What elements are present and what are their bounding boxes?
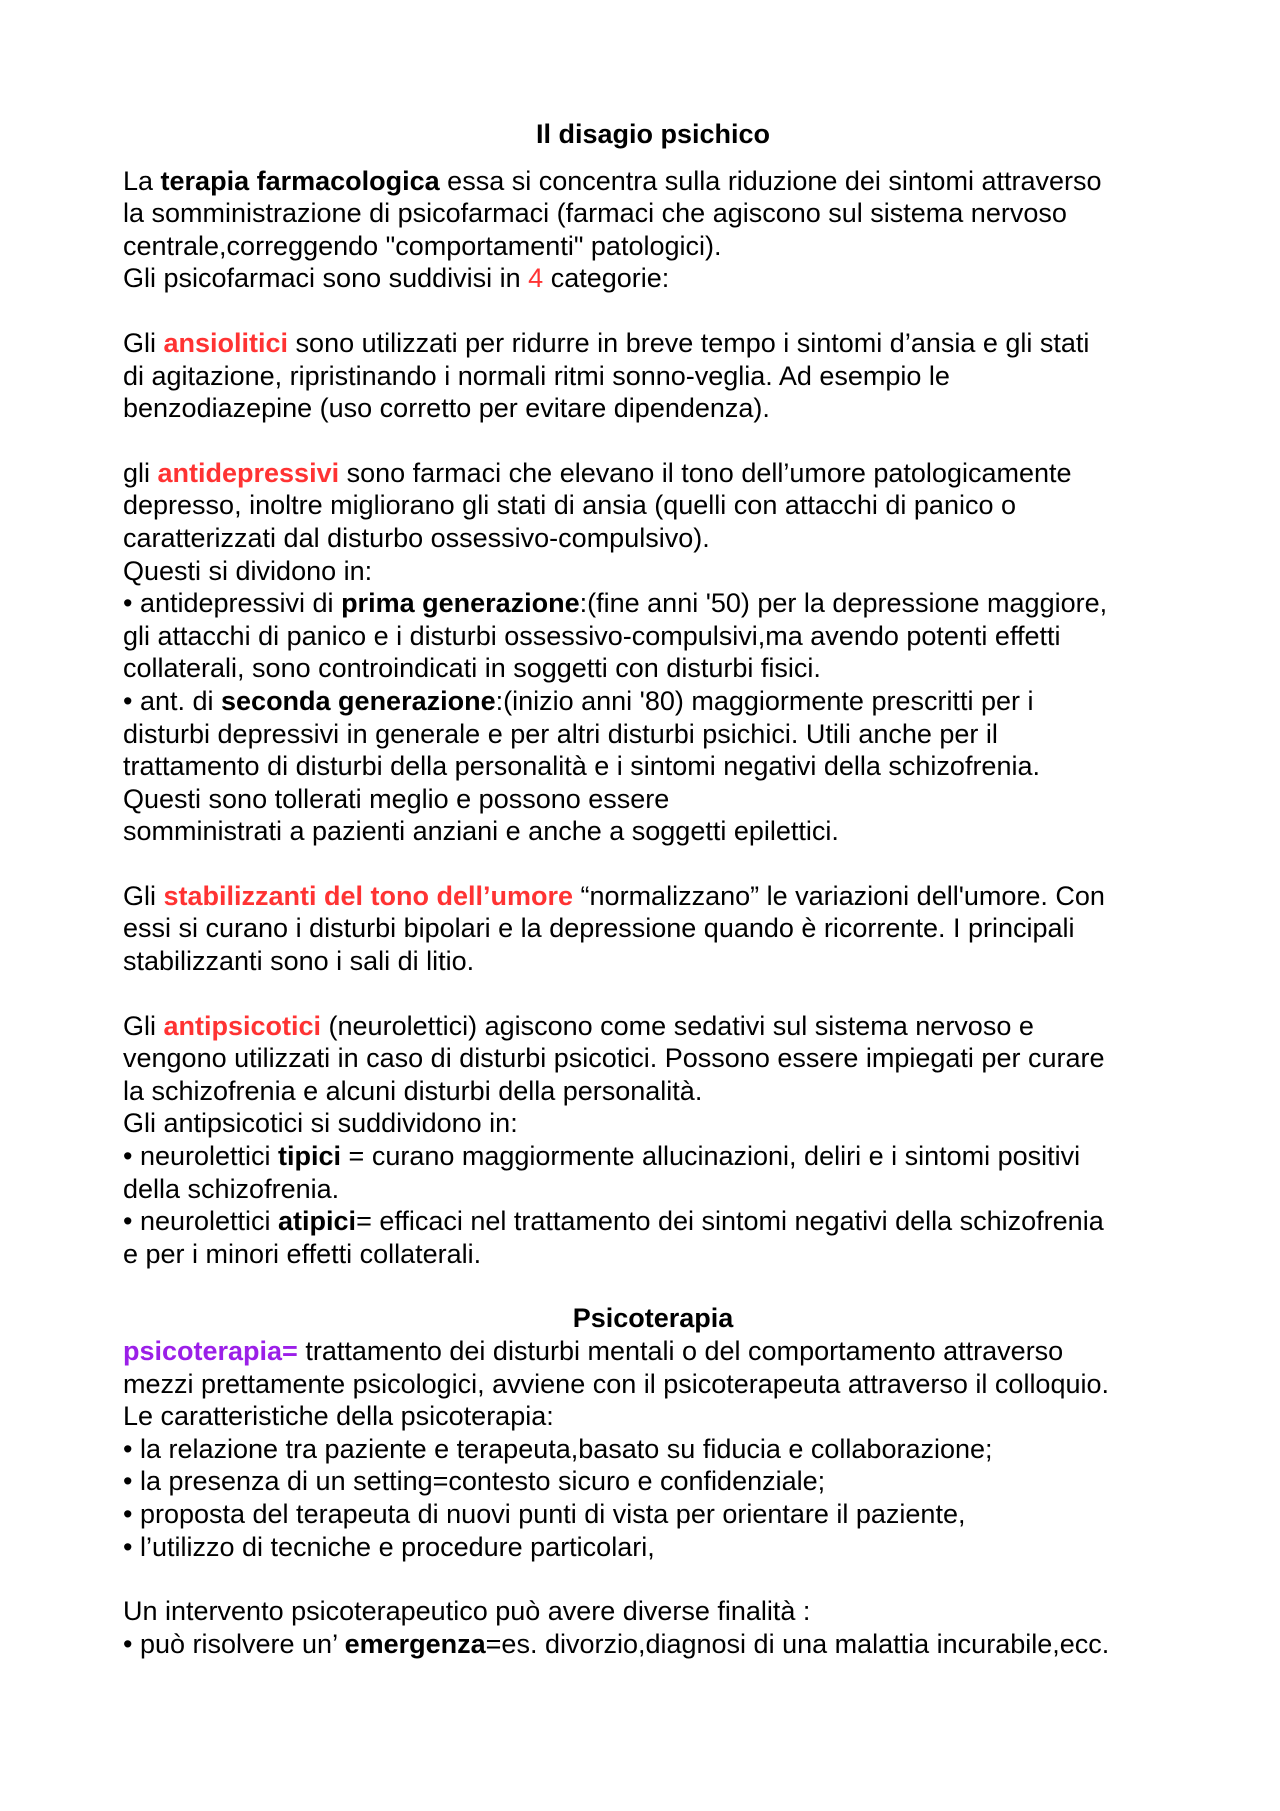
text: essa si concentra sulla riduzione dei sintomi attraverso [439, 165, 1102, 196]
bullet-seconda-line-4: Questi sono tollerati meglio e possono essere [123, 783, 670, 814]
antipsicotici-line-4: Gli antipsicotici si suddividono in: [123, 1108, 518, 1139]
term-prima-generazione: prima generazione [341, 588, 580, 619]
term-antidepressivi: antidepressivi [157, 457, 340, 488]
text: :(fine anni '50) per la depressione maggiore, [579, 588, 1108, 619]
antidepressivi-line-1 [123, 457, 1183, 490]
bullet-prima-line-3: collaterali, sono controindicati in soggetti con disturbi fisici. [123, 653, 821, 684]
antidepressivi-line-4: Questi si dividono in: [123, 555, 373, 586]
finalita-line-1: Un intervento psicoterapeutico può avere diverse finalità : [123, 1596, 811, 1627]
bullet-prima-generazione [123, 587, 1183, 620]
psicoterapia-line-3: Le caratteristiche della psicoterapia: [123, 1401, 554, 1432]
term-emergenza: emergenza [344, 1628, 486, 1659]
term-seconda-generazione: seconda generazione [221, 685, 496, 716]
antidepressivi-line-3: caratterizzati dal disturbo ossessivo-compulsivo). [123, 522, 710, 553]
text: sono farmaci che elevano il tono dell’umore patologicamente [339, 457, 1072, 488]
term-atipici: atipici [278, 1206, 357, 1237]
text: Gli [123, 880, 164, 911]
term-tipici: tipici [278, 1141, 342, 1172]
list-item: • proposta del terapeuta di nuovi punti di vista per orientare il paziente, [123, 1498, 966, 1529]
stabilizzanti-line-1 [123, 880, 1183, 913]
antipsicotici-line-2: vengono utilizzati in caso di disturbi psicotici. Possono essere impiegati per curare [123, 1043, 1105, 1074]
section-heading-psicoterapia: Psicoterapia [572, 1303, 734, 1334]
document-page [123, 118, 1183, 1660]
term-stabilizzanti: stabilizzanti del tono dell’umore [163, 880, 574, 911]
term-psicoterapia: psicoterapia= [123, 1336, 298, 1366]
category-count: 4 [528, 263, 544, 294]
list-item: • la relazione tra paziente e terapeuta,basato su fiducia e collaborazione; [123, 1433, 993, 1464]
text: • neurolettici [123, 1141, 279, 1172]
intro-line-1 [123, 165, 1183, 198]
bullet-atipici [123, 1205, 1183, 1238]
stabilizzanti-paragraph [123, 880, 1183, 978]
text: = efficaci nel trattamento dei sintomi negativi della schizofrenia [356, 1206, 1104, 1237]
text: Gli [123, 1010, 164, 1041]
bullet-atipici-line-2: e per i minori effetti collaterali. [123, 1238, 482, 1269]
bullet-tipici-line-2: della schizofrenia. [123, 1173, 340, 1204]
ansiolitici-paragraph [123, 327, 1183, 425]
finalita-paragraph [123, 1595, 1183, 1660]
page-title: Il disagio psichico [535, 119, 771, 149]
term-antipsicotici: antipsicotici [163, 1010, 322, 1041]
bullet-emergenza [123, 1628, 1183, 1661]
intro-paragraph [123, 165, 1183, 295]
text: (neurolettici) agiscono come sedativi sul sistema nervoso e [321, 1010, 1034, 1041]
text: Gli [123, 327, 164, 358]
bullet-seconda-line-5: somministrati a pazienti anziani e anche a soggetti epilettici. [123, 816, 839, 847]
text: La [123, 165, 161, 196]
ansiolitici-line-1 [123, 327, 1183, 360]
psicoterapia-section [123, 1302, 1183, 1563]
bullet-seconda-line-2: disturbi depressivi in generale e per altri disturbi psichici. Utili anche per il [123, 718, 998, 749]
intro-line-4 [123, 262, 1183, 295]
text: sono utilizzati per ridurre in breve tempo i sintomi d’ansia e gli stati [288, 327, 1090, 358]
text: trattamento dei disturbi mentali o del comportamento attraverso [297, 1336, 1064, 1366]
antipsicotici-line-1 [123, 1010, 1183, 1043]
text: “normalizzano” le variazioni dell'umore. Con [573, 880, 1105, 911]
bullet-seconda-line-3: trattamento di disturbi della personalità e i sintomi negativi della schizofrenia. [123, 751, 1040, 782]
antidepressivi-line-2: depresso, inoltre migliorano gli stati di ansia (quelli con attacchi di panico o [123, 490, 1016, 521]
text: = curano maggiormente allucinazioni, deliri e i sintomi positivi [341, 1141, 1081, 1172]
term-ansiolitici: ansiolitici [163, 327, 289, 358]
stabilizzanti-line-3: stabilizzanti sono i sali di litio. [123, 946, 475, 977]
stabilizzanti-line-2: essi si curano i disturbi bipolari e la depressione quando è ricorrente. I principali [123, 913, 1075, 944]
intro-line-2: la somministrazione di psicofarmaci (farmaci che agiscono sul sistema nervoso [123, 198, 1067, 229]
text: • può risolvere un’ [123, 1628, 345, 1659]
text: gli [123, 457, 158, 488]
text: categorie: [543, 263, 670, 294]
bullet-seconda-generazione [123, 685, 1183, 718]
text: • neurolettici [123, 1206, 279, 1237]
list-item: • la presenza di un setting=contesto sicuro e confidenziale; [123, 1466, 826, 1497]
text: • ant. di [123, 685, 222, 716]
intro-line-3: centrale,correggendo "comportamenti" patologici). [123, 230, 722, 261]
antipsicotici-line-3: la schizofrenia e alcuni disturbi della personalità. [123, 1075, 703, 1106]
antidepressivi-paragraph [123, 457, 1183, 848]
antipsicotici-paragraph [123, 1010, 1183, 1271]
list-item: • l’utilizzo di tecniche e procedure particolari, [123, 1531, 655, 1562]
bullet-prima-line-2: gli attacchi di panico e i disturbi ossessivo-compulsivi,ma avendo potenti effetti [123, 620, 1061, 651]
text: =es. divorzio,diagnosi di una malattia incurabile,ecc. [485, 1628, 1110, 1659]
psicoterapia-line-2: mezzi prettamente psicologici, avviene con il psicoterapeuta attraverso il colloquio. [123, 1368, 1110, 1399]
psicoterapia-line-1 [123, 1335, 1183, 1368]
text: • antidepressivi di [123, 588, 342, 619]
text: :(inizio anni '80) maggiormente prescritti per i [495, 685, 1034, 716]
bullet-tipici [123, 1140, 1183, 1173]
ansiolitici-line-2: di agitazione, ripristinando i normali ritmi sonno-veglia. Ad esempio le [123, 360, 950, 391]
ansiolitici-line-3: benzodiazepine (uso corretto per evitare dipendenza). [123, 393, 770, 424]
term-terapia-farmacologica: terapia farmacologica [160, 165, 440, 196]
text: Gli psicofarmaci sono suddivisi in [123, 263, 529, 294]
